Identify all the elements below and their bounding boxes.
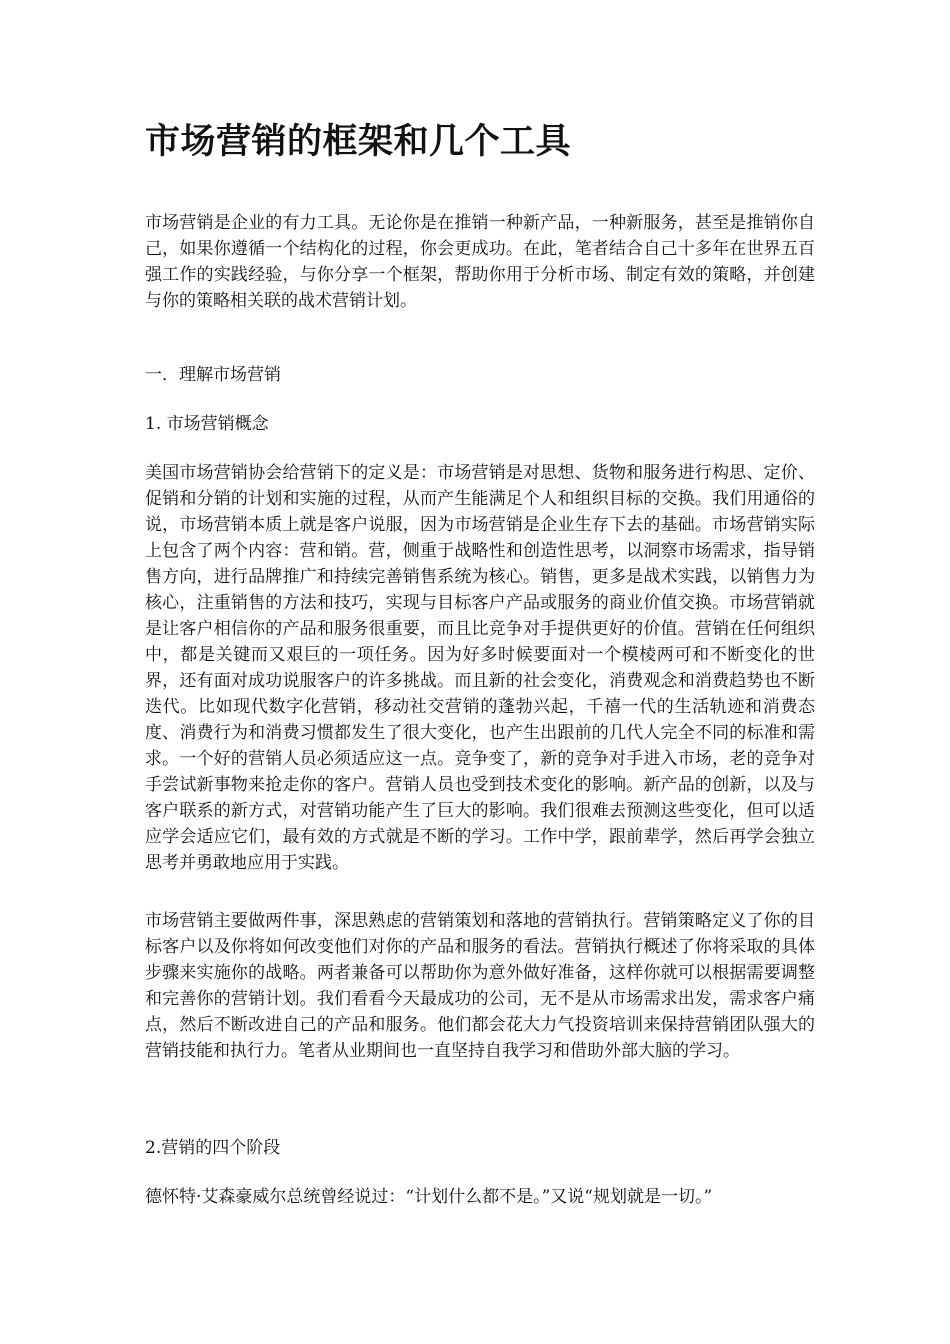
section-heading-understanding-marketing: 一．理解市场营销 [145,365,281,385]
body-paragraph-eisenhower-quote: 德怀特·艾森豪威尔总统曾经说过：“计划什么都不是。”又说“规划就是一切。” [145,1187,713,1207]
intro-paragraph: 市场营销是企业的有力工具。无论你是在推销一种新产品，一种新服务，甚至是推销你自己，如果你遵循一个结构化的过程，你会更成功。在此，笔者结合自己十多年在世界五百强工作的实践经验，与你分享一个框架，帮助你用于分析市场、制定有效的策略，并创建与你的策略相关联的战术营销计划。 [145,213,815,311]
subsection-heading-four-stages: 2.营销的四个阶段 [145,1138,281,1158]
subsection-heading-marketing-concept: 1. 市场营销概念 [145,414,269,434]
body-paragraph-strategy-execution: 市场营销主要做两件事，深思熟虑的营销策划和落地的营销执行。营销策略定义了你的目标客户以及你将如何改变他们对你的产品和服务的看法。营销执行概述了你将采取的具体步骤来实施你的战略。两者兼备可以帮助你为意外做好准备，这样你就可以根据需要调整和完善你的营销计划。我们看看今天最成功的公司，无不是从市场需求出发，需求客户痛点，然后不断改进自己的产品和服务。他们都会花大力气投资培训来保持营销团队强大的营销技能和执行力。笔者从业期间也一直坚持自我学习和借助外部大脑的学习。 [145,911,815,1061]
body-paragraph-definition: 美国市场营销协会给营销下的定义是：市场营销是对思想、货物和服务进行构思、定价、促销和分销的计划和实施的过程，从而产生能满足个人和组织目标的交换。我们用通俗的说，市场营销本质上就是客户说服，因为市场营销是企业生存下去的基础。市场营销实际上包含了两个内容：营和销。营，侧重于战略性和创造性思考，以洞察市场需求，指导销售方向，进行品牌推广和持续完善销售系统为核心。销售，更多是战术实践，以销售力为核心，注重销售的方法和技巧，实现与目标客户产品或服务的商业价值交换。市场营销就是让客户相信你的产品和服务很重要，而且比竞争对手提供更好的价值。营销在任何组织中，都是关键而又艰巨的一项任务。因为好多时候要面对一个模棱两可和不断变化的世界，还有面对成功说服客户的许多挑战。而且新的社会变化，消费观念和消费趋势也不断迭代。比如现代数字化营销，移动社交营销的蓬勃兴起，千禧一代的生活轨迹和消费态度、消费行为和消费习惯都发生了很大变化，也产生出跟前的几代人完全不同的标准和需求。一个好的营销人员必须适应这一点。竞争变了，新的竞争对手进入市场，老的竞争对手尝试新事物来抢走你的客户。营销人员也受到技术变化的影响。新产品的创新，以及与客户联系的新方式，对营销功能产生了巨大的影响。我们很难去预测这些变化，但可以适应学会适应它们，最有效的方式就是不断的学习。工作中学，跟前辈学，然后再学会独立思考并勇敢地应用于实践。 [145,463,815,873]
document-title: 市场营销的框架和几个工具 [145,122,572,162]
